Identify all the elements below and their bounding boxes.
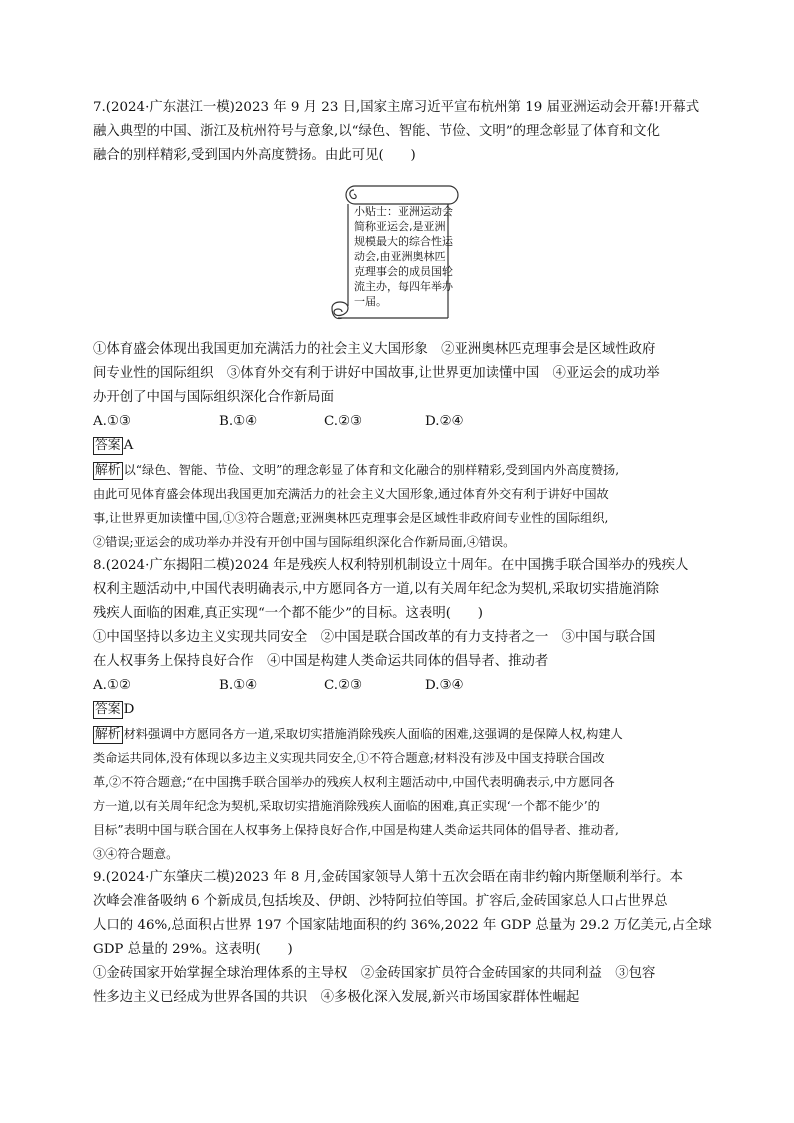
q8-analysis-line-2: 类命运共同体,没有体现以多边主义实现共同安全,①不符合题意;材料没有涉及中国支持联合国改 — [93, 751, 605, 765]
q9-statement-line-2: 性多边主义已经成为世界各国的共识 ④多极化深入发展,新兴市场国家群体性崛起 — [93, 990, 580, 1005]
q8-stem-line-2: 权利主题活动中,中国代表明确表示,中方愿同各方一道,以有关周年纪念为契机,采取切实措施消除 — [93, 582, 660, 597]
answer-tag: 答案 — [95, 702, 121, 717]
q8-analysis-line-6: ③④符合题意。 — [93, 847, 179, 861]
q7-statement-line-1: ①体育盛会体现出我国更加充满活力的社会主义大国形象 ②亚洲奥林匹克理事会是区域性政府 — [93, 342, 656, 357]
scroll-tip-text: 小贴士：亚洲运动会简称亚运会,是亚洲规模最大的综合性运动会,由亚洲奥林匹克理事会的成员国轮流主办，每四年举办一届。 — [354, 205, 453, 308]
q8-analysis-line-3: 革,②不符合题意;“在中国携手联合国举办的残疾人权利主题活动中,中国代表明确表示,中方愿同各 — [93, 775, 615, 789]
analysis-tag: 解析 — [95, 727, 121, 742]
q7-statement-line-3: 办开创了中国与国际组织深化合作新局面 — [93, 390, 335, 405]
q7-analysis-text-1: 以“绿色、智能、节俭、文明”的理念彰显了体育和文化融合的别样精彩,受到国内外高度赞扬, — [123, 463, 620, 477]
q7-analysis-line-1 — [93, 460, 619, 480]
q8-analysis-line-1 — [93, 724, 623, 744]
q8-option-a: A.①② — [93, 678, 131, 693]
q8-analysis-line-4: 方一道,以有关周年纪念为契机,采取切实措施消除残疾人面临的困难,真正实现‘一个都不能少’的 — [93, 799, 600, 813]
q7-option-d: D.②④ — [425, 414, 464, 429]
q8-answer-value: D — [123, 702, 135, 717]
analysis-tag: 解析 — [95, 463, 121, 478]
q8-option-d: D.③④ — [425, 678, 464, 693]
q8-analysis-line-5: 目标”表明中国与联合国在人权事务上保持良好合作,中国是构建人类命运共同体的倡导者、推动者, — [93, 823, 619, 837]
q7-answer — [93, 436, 133, 456]
q9-stem-line-2: 次峰会准备吸纳 6 个新成员,包括埃及、伊朗、沙特阿拉伯等国。扩容后,金砖国家总人口占世界总 — [93, 894, 668, 909]
answer-tag: 答案 — [95, 438, 121, 453]
q7-analysis-line-4: ②错误;亚运会的成功举办并没有开创中国与国际组织深化合作新局面,④错误。 — [93, 535, 516, 549]
q7-answer-value: A — [123, 438, 134, 453]
q8-stem-line-1: 8.(2024·广东揭阳二模)2024 年是残疾人权利特别机制设立十周年。在中国携手联合国举办的残疾人 — [93, 558, 689, 573]
q8-option-c: C.②③ — [324, 678, 363, 693]
q7-stem-line-3: 融合的别样精彩,受到国内外高度赞扬。由此可见( ) — [93, 148, 416, 163]
q9-stem-line-3: 人口的 46%,总面积占世界 197 个国家陆地面积的约 36%,2022 年 GDP 总量为 29.2 万亿美元,占全球 — [93, 918, 712, 933]
q8-answer — [93, 700, 134, 720]
q9-stem-line-1: 9.(2024·广东肇庆二模)2023 年 8 月,金砖国家领导人第十五次会晤在南非约翰内斯堡顺利举行。本 — [93, 870, 683, 885]
q7-option-a: A.①③ — [93, 414, 131, 429]
q7-analysis-line-2: 由此可见体育盛会体现出我国更加充满活力的社会主义大国形象,通过体育外交有利于讲好中国故 — [93, 487, 609, 501]
q7-statement-line-2: 间专业性的国际组织 ③体育外交有利于讲好中国故事,让世界更加读懂中国 ④亚运会的成功举 — [93, 366, 660, 381]
q8-statement-line-2: 在人权事务上保持良好合作 ④中国是构建人类命运共同体的倡导者、推动者 — [93, 654, 549, 669]
q7-stem-line-1: 7.(2024·广东湛江一模)2023 年 9 月 23 日,国家主席习近平宣布杭州第 19 届亚洲运动会开幕!开幕式 — [93, 100, 700, 115]
q8-stem-line-3: 残疾人面临的困难,真正实现“一个都不能少”的目标。这表明( ) — [93, 606, 483, 621]
q8-analysis-text-1: 材料强调中方愿同各方一道,采取切实措施消除残疾人面临的困难,这强调的是保障人权,构建人 — [123, 727, 623, 741]
q8-option-b: B.①④ — [219, 678, 258, 693]
q7-option-b: B.①④ — [219, 414, 258, 429]
q8-statement-line-1: ①中国坚持以多边主义实现共同安全 ②中国是联合国改革的有力支持者之一 ③中国与联合国 — [93, 630, 656, 645]
q9-statement-line-1: ①金砖国家开始掌握全球治理体系的主导权 ②金砖国家扩员符合金砖国家的共同利益 ③包容 — [93, 966, 656, 981]
q9-stem-line-4: GDP 总量的 29%。这表明( ) — [93, 942, 293, 957]
q7-stem-line-2: 融入典型的中国、浙江及杭州符号与意象,以“绿色、智能、节俭、文明”的理念彰显了体育和文化 — [93, 124, 660, 139]
q7-analysis-line-3: 事,让世界更加读懂中国,①③符合题意;亚洲奥林匹克理事会是区域性非政府间专业性的国际组织, — [93, 511, 609, 525]
q7-option-c: C.②③ — [324, 414, 363, 429]
